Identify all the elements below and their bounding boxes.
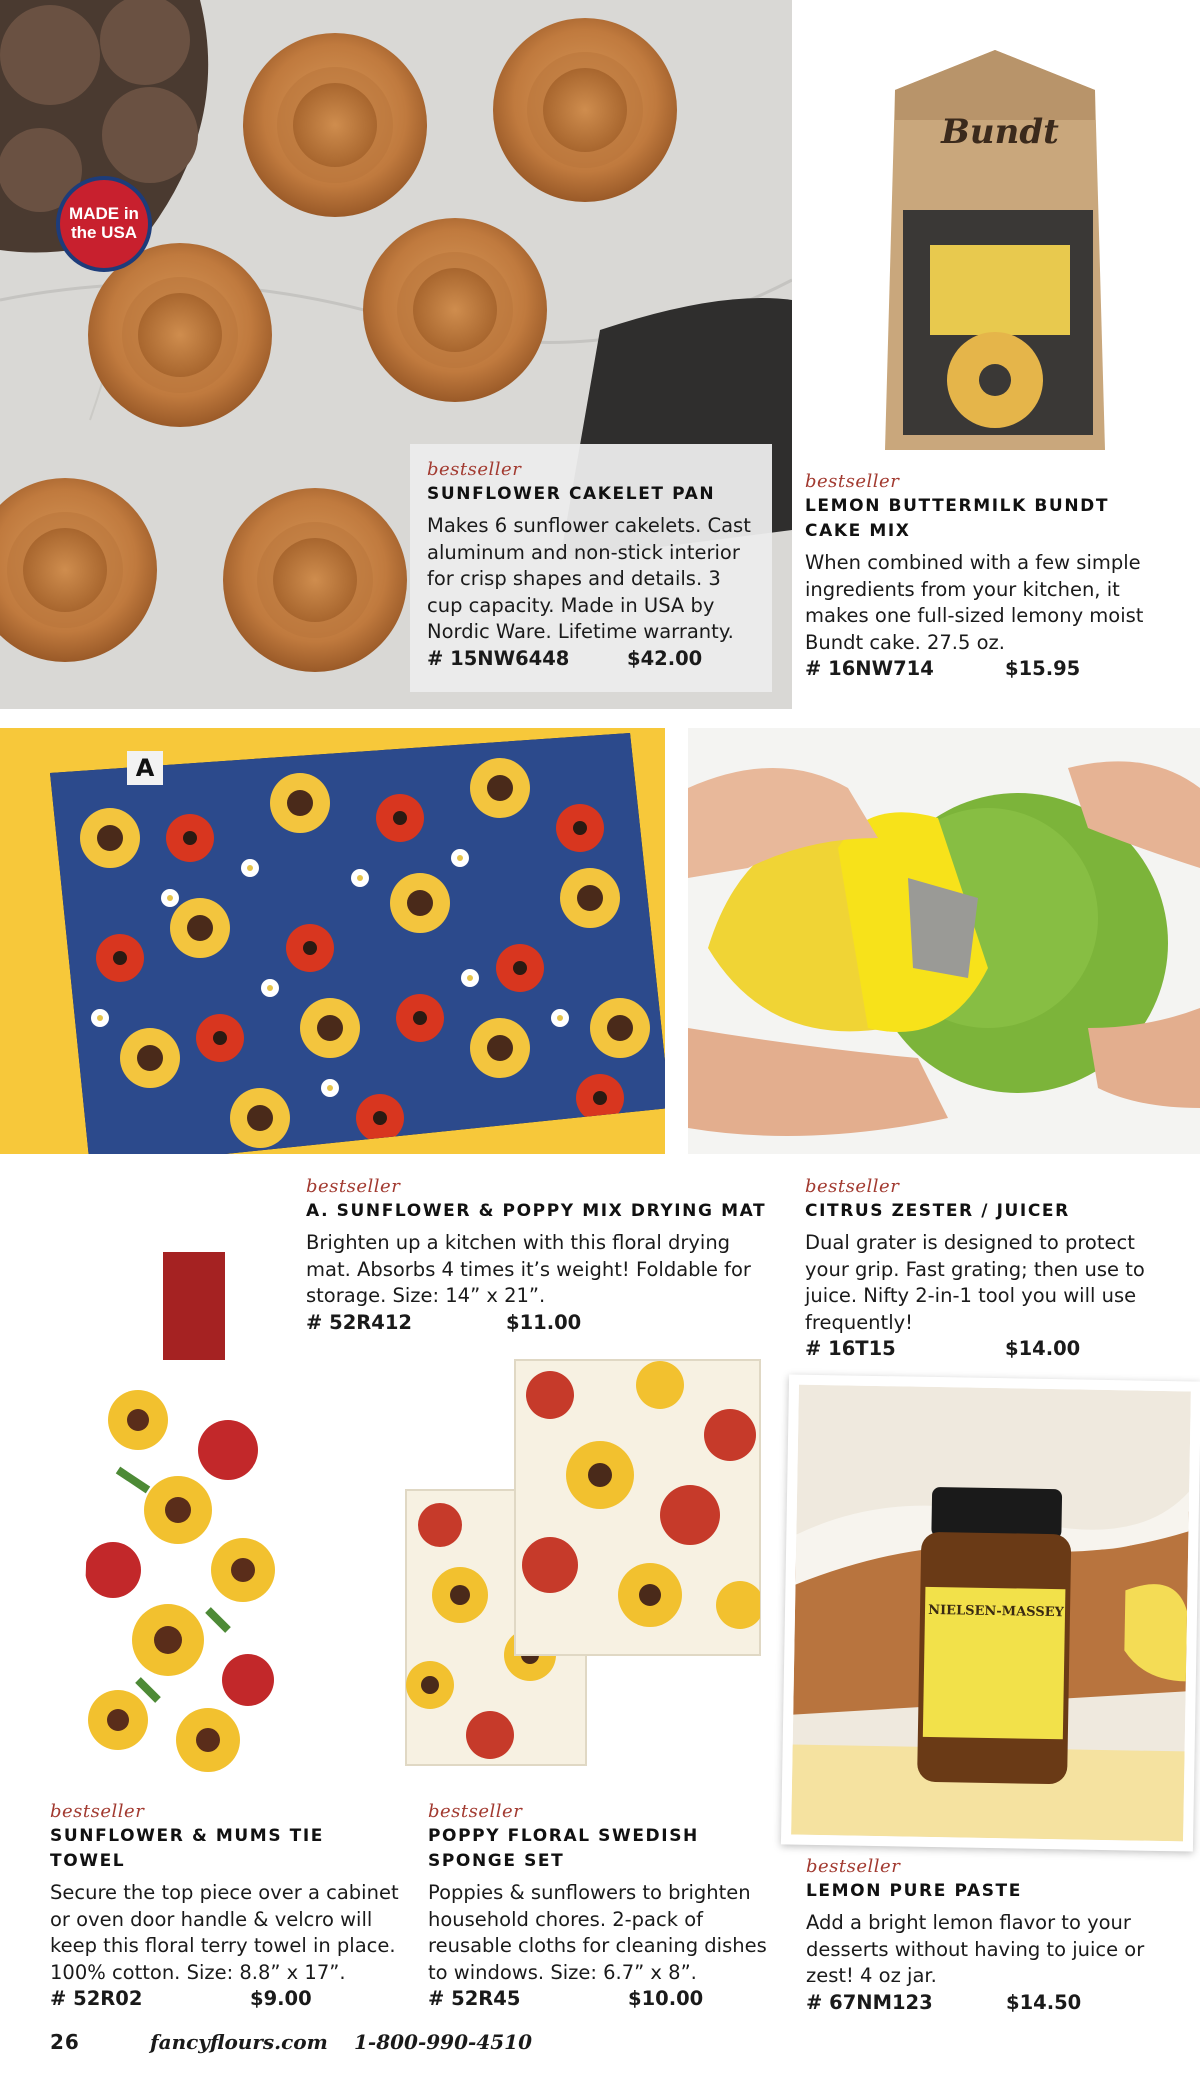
product-card-bundt-mix	[805, 470, 1160, 682]
product-title: LEMON BUTTERMILK BUNDT CAKE MIX	[805, 496, 1110, 541]
product-description: Poppies & sunflowers to brighten household chores. 2-pack of reusable cloths for cleaning dishes to windows. Size: 6.7” x 8”.	[428, 1881, 767, 1984]
product-description: Makes 6 sunflower cakelets. Cast aluminum and non-stick interior for crisp shapes and details. 3 cup capacity. Made in USA by Nordic Ware. Lifetime warranty.	[427, 514, 751, 643]
product-card-lemon-paste	[806, 1855, 1166, 2016]
product-price: $42.00	[627, 646, 703, 670]
jar-label-text: NIELSEN-MASSEY	[928, 1602, 1065, 1621]
drying-mat-photo	[0, 728, 665, 1154]
product-description: When combined with a few simple ingredients from your kitchen, it makes one full-sized lemony moist Bundt cake. 27.5 oz.	[805, 551, 1144, 654]
product-price-row	[428, 1986, 768, 2012]
product-description: Dual grater is designed to protect your grip. Fast grating; then use to juice. Nifty 2-in-1 tool you will use frequently!	[805, 1231, 1145, 1334]
product-price-row	[427, 646, 755, 672]
page-footer	[50, 2030, 532, 2054]
product-card-sponge-set	[428, 1800, 768, 2012]
page-number: 26	[50, 2030, 80, 2054]
product-sku: # 52R45	[428, 1987, 521, 2010]
product-price-row	[306, 1310, 776, 1336]
made-in-usa-badge: MADE in the USA	[56, 176, 152, 272]
product-description: Secure the top piece over a cabinet or oven door handle & velcro will keep this floral terry towel in place. 100% cotton. Size: 8.8” x 17”.	[50, 1881, 399, 1984]
tie-towel-photo	[78, 1250, 288, 1780]
lemon-paste-photo	[781, 1374, 1200, 1851]
product-price-row	[805, 656, 1160, 682]
product-sku: # 16T15	[805, 1337, 896, 1360]
product-price: $9.00	[250, 1987, 312, 2010]
product-price-row	[805, 1336, 1165, 1362]
bestseller-tag: bestseller	[50, 1801, 145, 1822]
product-title: POPPY FLORAL SWEDISH SPONGE SET	[428, 1826, 699, 1871]
bestseller-tag: bestseller	[306, 1176, 401, 1197]
product-price-row	[50, 1986, 402, 2012]
product-title: CITRUS ZESTER / JUICER	[805, 1201, 1070, 1221]
bestseller-tag: bestseller	[428, 1801, 523, 1822]
bundt-box-label: Bundt	[941, 112, 1059, 152]
product-card-drying-mat	[306, 1175, 776, 1336]
bundt-mix-box-photo	[875, 50, 1115, 460]
sponge-set-photo	[400, 1355, 770, 1775]
product-price: $15.95	[1005, 657, 1081, 680]
product-title: SUNFLOWER & MUMS TIE TOWEL	[50, 1826, 325, 1871]
product-description: Add a bright lemon flavor to your desserts without having to juice or zest! 4 oz jar.	[806, 1911, 1145, 1987]
product-sku: # 16NW714	[805, 657, 934, 680]
bestseller-tag: bestseller	[806, 1856, 901, 1877]
product-title: LEMON PURE PASTE	[806, 1881, 1022, 1901]
product-card-citrus-zester	[805, 1175, 1165, 1362]
product-card-cakelet-pan	[410, 444, 772, 692]
bestseller-tag: bestseller	[427, 459, 522, 480]
product-sku: # 15NW6448	[427, 646, 570, 670]
product-title: SUNFLOWER CAKELET PAN	[427, 484, 716, 504]
product-sku: # 52R02	[50, 1987, 143, 2010]
citrus-zester-photo	[688, 728, 1200, 1154]
product-sku: # 52R412	[306, 1310, 412, 1334]
website-link[interactable]: fancyflours.com	[150, 2030, 328, 2054]
bestseller-tag: bestseller	[805, 1176, 900, 1197]
product-sku: # 67NM123	[806, 1990, 933, 2014]
product-letter-badge: A	[127, 751, 163, 785]
product-price-row	[806, 1990, 1166, 2016]
product-title: A. SUNFLOWER & POPPY MIX DRYING MAT	[306, 1201, 767, 1221]
product-price: $14.50	[1006, 1990, 1082, 2014]
phone-number: 1-800-990-4510	[354, 2030, 532, 2054]
product-description: Brighten up a kitchen with this floral drying mat. Absorbs 4 times it’s weight! Foldable for storage. Size: 14” x 21”.	[306, 1231, 751, 1307]
product-price: $11.00	[506, 1310, 582, 1334]
product-card-tie-towel	[50, 1800, 402, 2012]
product-price: $14.00	[1005, 1337, 1081, 1360]
bestseller-tag: bestseller	[805, 471, 900, 492]
product-price: $10.00	[628, 1987, 704, 2010]
